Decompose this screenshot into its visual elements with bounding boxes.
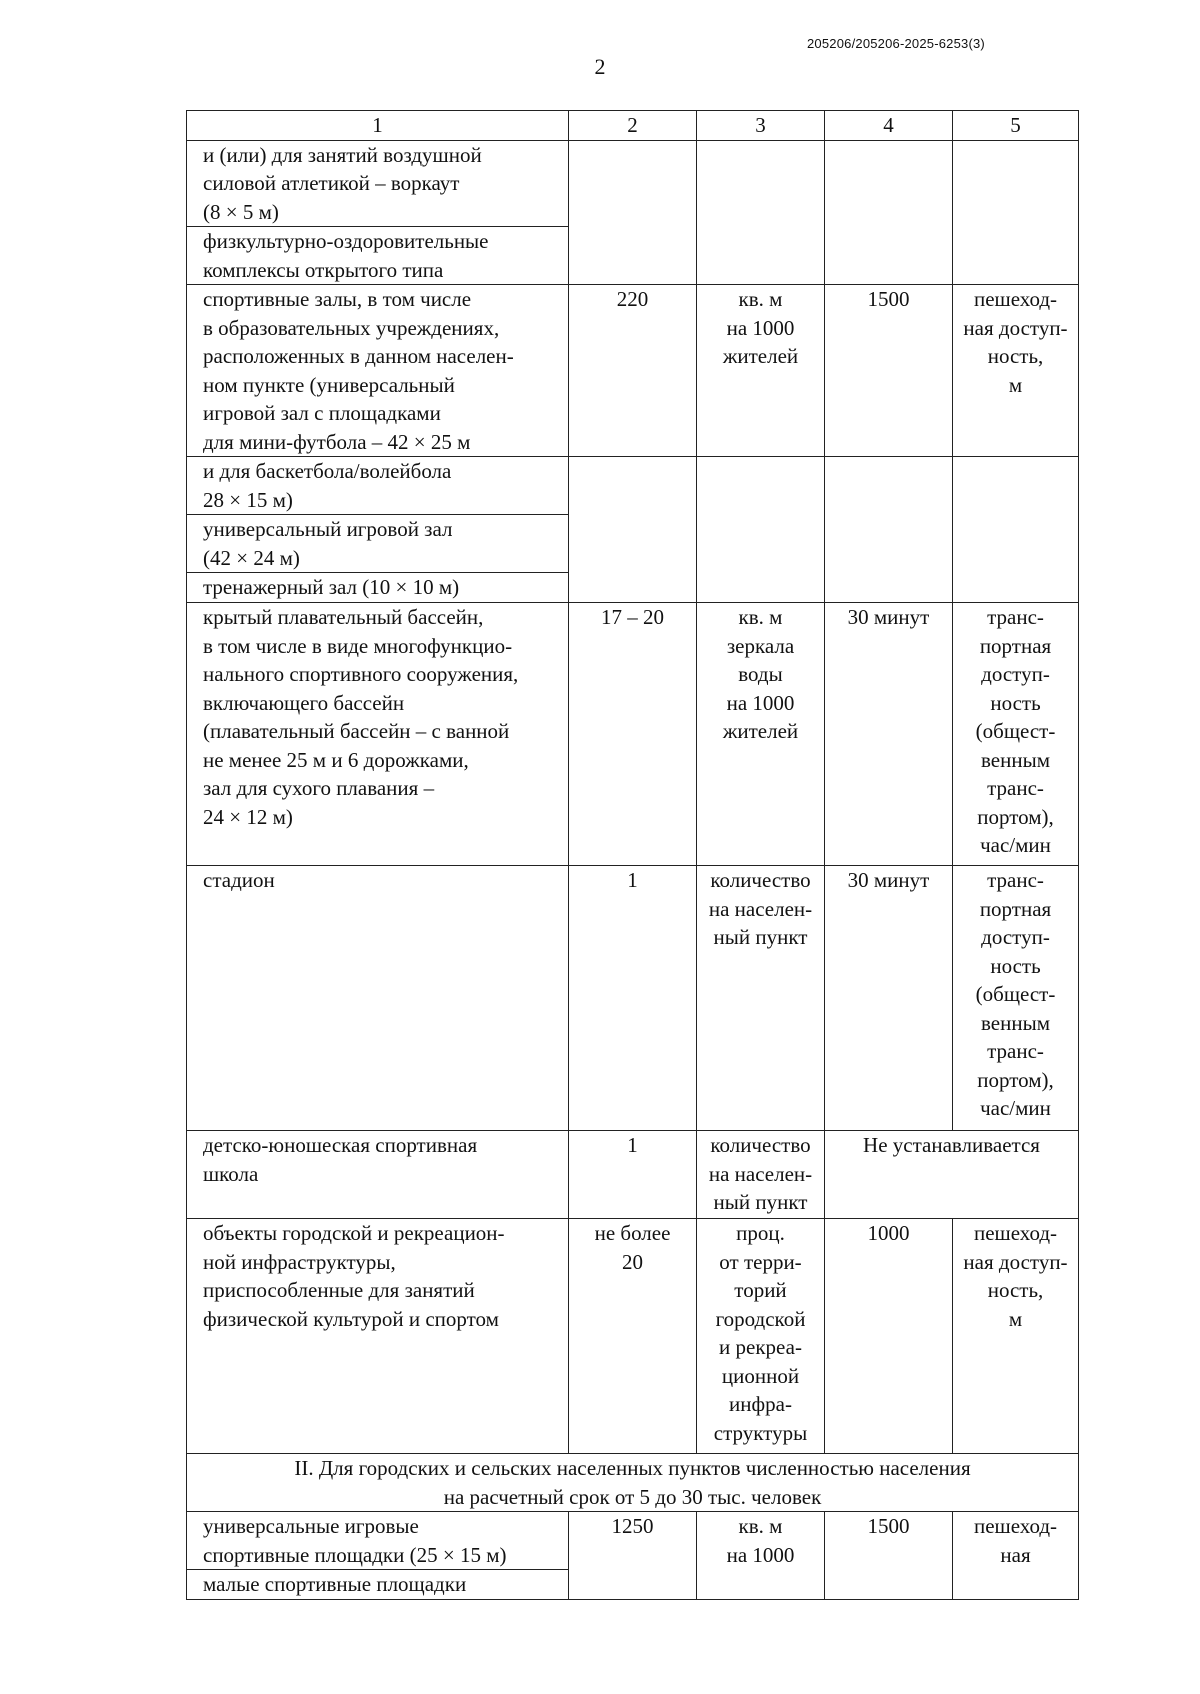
not-established-cell bbox=[825, 1131, 1079, 1219]
cell-text-line: ный пункт bbox=[713, 925, 808, 949]
cell-text-line: ная bbox=[1000, 1542, 1031, 1567]
cell-text-line: расположенных в данном населен- bbox=[203, 344, 514, 368]
cell-text-line: тренажерный зал (10 × 10 м) bbox=[203, 575, 460, 599]
cell-text-line: 1 bbox=[627, 868, 638, 892]
unit-cell bbox=[697, 603, 825, 866]
cell-text-line: 24 × 12 м) bbox=[203, 804, 293, 829]
header-cell: 3 bbox=[697, 111, 825, 141]
table-row bbox=[187, 1512, 1079, 1570]
cell-text-line: в том числе в виде многофункцио- bbox=[203, 633, 513, 658]
cell-text-line: м bbox=[1008, 1306, 1023, 1331]
facility-cell bbox=[187, 227, 569, 285]
cell-text-line: на населен- bbox=[708, 896, 813, 921]
header-cell: 1 bbox=[187, 111, 569, 141]
cell-text-line: спортивные залы, в том числе bbox=[203, 287, 472, 311]
cell-text-line: в образовательных учреждениях, bbox=[203, 315, 500, 340]
cell-text-line: (плавательный бассейн – с ванной bbox=[203, 719, 510, 743]
cell-text-line: портная bbox=[979, 896, 1052, 921]
norm-value-cell bbox=[569, 1219, 697, 1454]
cell-text-line: включающего бассейн bbox=[203, 690, 405, 715]
cell-text-line: торий bbox=[734, 1278, 787, 1302]
cell-text-line: пешеход- bbox=[973, 287, 1058, 311]
cell-text-line: силовой атлетикой – воркаут bbox=[203, 171, 460, 195]
cell-text-line: транс- bbox=[987, 1039, 1044, 1063]
cell-text-line: 28 × 15 м) bbox=[203, 487, 293, 512]
cell-text-line: от терри- bbox=[719, 1249, 802, 1274]
accessibility-unit-cell bbox=[953, 603, 1079, 866]
cell-text-line: кв. м bbox=[738, 1514, 783, 1538]
cell-text-line: доступ- bbox=[981, 925, 1050, 949]
cell-text-line: для мини-футбола – 42 × 25 м bbox=[203, 429, 471, 454]
empty-cell bbox=[953, 457, 1079, 603]
cell-text-line: венным bbox=[981, 1010, 1050, 1035]
unit-cell bbox=[697, 1219, 825, 1454]
cell-text-line: 1500 bbox=[867, 287, 910, 311]
cell-text-line: объекты городской и рекреацион- bbox=[203, 1221, 505, 1245]
facility-cell bbox=[187, 285, 569, 457]
empty-cell bbox=[825, 457, 953, 603]
cell-text-line: кв. м bbox=[738, 605, 783, 629]
norm-value-cell bbox=[569, 1512, 697, 1600]
norm-value-cell bbox=[569, 866, 697, 1131]
cell-text-line: (общест- bbox=[975, 982, 1056, 1006]
accessibility-value-cell bbox=[825, 285, 953, 457]
cell-text-line: ность, bbox=[987, 344, 1044, 368]
unit-cell bbox=[697, 1131, 825, 1219]
accessibility-value-cell bbox=[825, 1512, 953, 1600]
facility-cell bbox=[187, 1131, 569, 1219]
cell-text-line: портом), bbox=[977, 1067, 1054, 1092]
unit-cell bbox=[697, 285, 825, 457]
table-row bbox=[187, 1219, 1079, 1454]
cell-text-line: 17 – 20 bbox=[601, 605, 664, 629]
cell-text-line: пешеход- bbox=[973, 1221, 1058, 1245]
empty-cell bbox=[825, 140, 953, 285]
header-cell: 4 bbox=[825, 111, 953, 141]
cell-text-line: спортивные площадки (25 × 15 м) bbox=[203, 1542, 507, 1567]
cell-text-line: структуры bbox=[713, 1420, 808, 1445]
cell-text-line: транс- bbox=[987, 776, 1044, 800]
facility-cell bbox=[187, 573, 569, 603]
cell-text-line: воды bbox=[738, 662, 783, 686]
cell-text-line: 220 bbox=[616, 287, 649, 311]
cell-text-line: малые спортивные площадки bbox=[203, 1572, 467, 1596]
cell-text-line: венным bbox=[981, 747, 1050, 772]
facility-cell bbox=[187, 603, 569, 866]
unit-cell bbox=[697, 1512, 825, 1600]
table-header-row bbox=[187, 111, 1079, 141]
cell-text-line: и рекреа- bbox=[719, 1335, 802, 1359]
document-id: 205206/205206-2025-6253(3) bbox=[807, 36, 985, 51]
cell-text-line: Не устанавливается bbox=[863, 1133, 1040, 1157]
cell-text-line: школа bbox=[203, 1161, 259, 1186]
cell-text-line: на 1000 bbox=[726, 315, 795, 340]
table-row bbox=[187, 285, 1079, 457]
cell-text-line: физической культурой и спортом bbox=[203, 1306, 499, 1331]
cell-text-line: проц. bbox=[736, 1221, 785, 1245]
accessibility-unit-cell bbox=[953, 285, 1079, 457]
cell-text-line: час/мин bbox=[980, 833, 1051, 857]
cell-text-line: и (или) для занятий воздушной bbox=[203, 142, 482, 167]
page-number: 2 bbox=[594, 54, 606, 79]
cell-text-line: м bbox=[1008, 372, 1023, 397]
cell-text-line: 1000 bbox=[867, 1221, 910, 1245]
empty-cell bbox=[697, 457, 825, 603]
cell-text-line: 30 минут bbox=[847, 868, 930, 892]
cell-text-line: зеркала bbox=[726, 633, 795, 658]
cell-text-line: портная bbox=[979, 633, 1052, 658]
cell-text-line: количество bbox=[710, 868, 811, 892]
cell-text-line: транс- bbox=[987, 605, 1044, 629]
facility-cell bbox=[187, 1570, 569, 1600]
cell-text-line: детско-юношеская спортивная bbox=[203, 1133, 478, 1157]
cell-text-line: транс- bbox=[987, 868, 1044, 892]
facility-cell bbox=[187, 457, 569, 515]
cell-text-line: на 1000 bbox=[726, 1542, 795, 1567]
cell-text-line: жителей bbox=[722, 344, 799, 368]
facility-cell bbox=[187, 515, 569, 573]
accessibility-unit-cell bbox=[953, 1512, 1079, 1600]
cell-text-line: физкультурно-оздоровительные bbox=[203, 229, 489, 253]
norm-value-cell bbox=[569, 1131, 697, 1219]
cell-text-line: портом), bbox=[977, 804, 1054, 829]
section-heading bbox=[187, 1454, 1079, 1512]
cell-text-line: инфра- bbox=[729, 1392, 792, 1416]
facility-cell bbox=[187, 1219, 569, 1454]
section-heading-row bbox=[187, 1454, 1079, 1512]
table-row bbox=[187, 140, 1079, 227]
cell-text-line: и для баскетбола/волейбола bbox=[203, 459, 452, 483]
table-row bbox=[187, 866, 1079, 1131]
table-row bbox=[187, 603, 1079, 866]
cell-text-line: ная доступ- bbox=[963, 315, 1068, 340]
cell-text-line: 1 bbox=[627, 1133, 638, 1157]
facility-cell bbox=[187, 866, 569, 1131]
cell-text-line: 30 минут bbox=[847, 605, 930, 629]
cell-text-line: ность bbox=[990, 953, 1041, 978]
facility-cell bbox=[187, 140, 569, 227]
empty-cell bbox=[569, 457, 697, 603]
cell-text-line: количество bbox=[710, 1133, 811, 1157]
accessibility-unit-cell bbox=[953, 866, 1079, 1131]
cell-text-line: ной инфраструктуры, bbox=[203, 1249, 396, 1274]
cell-text-line: крытый плавательный бассейн, bbox=[203, 605, 484, 629]
cell-text-line: стадион bbox=[203, 868, 275, 892]
cell-text-line: ная доступ- bbox=[963, 1249, 1068, 1274]
cell-text-line: игровой зал с площадками bbox=[203, 401, 441, 425]
cell-text-line: ном пункте (универсальный bbox=[203, 372, 455, 397]
cell-text-line: ность, bbox=[987, 1278, 1044, 1302]
cell-text-line: 20 bbox=[622, 1249, 643, 1274]
cell-text-line: на расчетный срок от 5 до 30 тыс. человек bbox=[443, 1484, 822, 1509]
sports-facilities-table bbox=[186, 110, 1079, 1600]
cell-text-line: приспособленные для занятий bbox=[203, 1278, 475, 1302]
facility-cell bbox=[187, 1512, 569, 1570]
cell-text-line: кв. м bbox=[738, 287, 783, 311]
cell-text-line: универсальный игровой зал bbox=[203, 517, 453, 541]
accessibility-value-cell bbox=[825, 603, 953, 866]
norm-value-cell bbox=[569, 603, 697, 866]
accessibility-unit-cell bbox=[953, 1219, 1079, 1454]
cell-text-line: ционной bbox=[721, 1363, 800, 1388]
cell-text-line: городской bbox=[715, 1306, 806, 1331]
cell-text-line: (общест- bbox=[975, 719, 1056, 743]
cell-text-line: пешеход- bbox=[973, 1514, 1058, 1538]
unit-cell bbox=[697, 866, 825, 1131]
cell-text-line: ный пункт bbox=[713, 1190, 808, 1214]
header-cell: 2 bbox=[569, 111, 697, 141]
cell-text-line: не менее 25 м и 6 дорожками, bbox=[203, 747, 469, 772]
cell-text-line: не более bbox=[594, 1221, 671, 1245]
cell-text-line: на 1000 bbox=[726, 690, 795, 715]
cell-text-line: 1500 bbox=[867, 1514, 910, 1538]
cell-text-line: комплексы открытого типа bbox=[203, 257, 444, 282]
empty-cell bbox=[697, 140, 825, 285]
cell-text-line: час/мин bbox=[980, 1096, 1051, 1120]
table-row bbox=[187, 457, 1079, 515]
cell-text-line: доступ- bbox=[981, 662, 1050, 686]
norm-value-cell bbox=[569, 285, 697, 457]
empty-cell bbox=[569, 140, 697, 285]
empty-cell bbox=[953, 140, 1079, 285]
accessibility-value-cell bbox=[825, 1219, 953, 1454]
cell-text-line: жителей bbox=[722, 719, 799, 743]
cell-text-line: на населен- bbox=[708, 1161, 813, 1186]
cell-text-line: (8 × 5 м) bbox=[203, 199, 279, 224]
table-row bbox=[187, 1131, 1079, 1219]
accessibility-value-cell bbox=[825, 866, 953, 1131]
cell-text-line: 1250 bbox=[611, 1514, 654, 1538]
cell-text-line: ность bbox=[990, 690, 1041, 715]
cell-text-line: нального спортивного сооружения, bbox=[203, 662, 519, 686]
cell-text-line: универсальные игровые bbox=[203, 1514, 419, 1538]
cell-text-line: зал для сухого плавания – bbox=[203, 776, 435, 800]
header-cell: 5 bbox=[953, 111, 1079, 141]
cell-text-line: II. Для городских и сельских населенных пунктов численностью населения bbox=[294, 1456, 971, 1480]
cell-text-line: (42 × 24 м) bbox=[203, 545, 300, 570]
